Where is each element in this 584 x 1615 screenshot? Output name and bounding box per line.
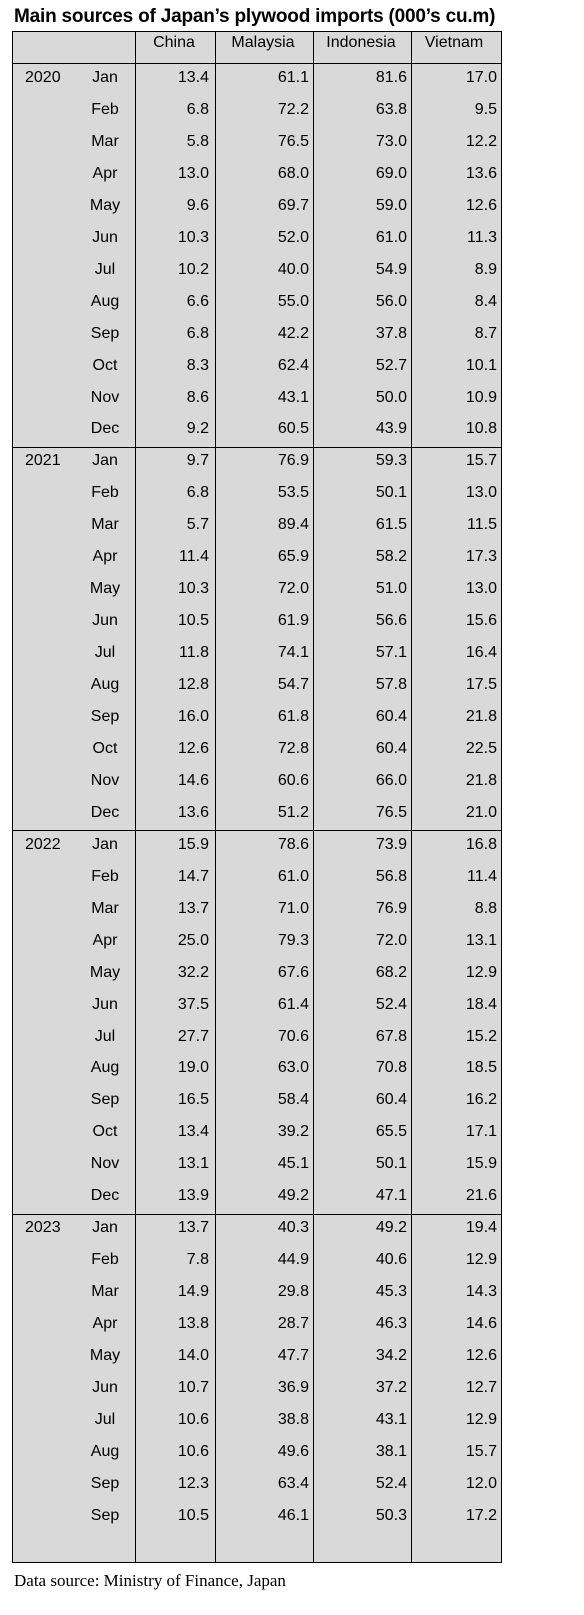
value-china: 13.6 bbox=[177, 803, 209, 821]
table-title: Main sources of Japan’s plywood imports (000’s cu.m) bbox=[14, 6, 496, 27]
value-malaysia: 53.5 bbox=[277, 484, 309, 502]
month-label: Nov bbox=[90, 1155, 120, 1173]
value-vietnam: 21.8 bbox=[465, 708, 497, 725]
value-vietnam: 22.5 bbox=[465, 739, 497, 757]
value-china: 12.8 bbox=[177, 676, 209, 694]
month-label: Apr bbox=[92, 931, 118, 949]
value-malaysia: 36.9 bbox=[277, 1378, 309, 1396]
value-indonesia: 67.8 bbox=[375, 1027, 407, 1045]
value-china: 11.8 bbox=[179, 644, 209, 662]
month-label: Oct bbox=[92, 1123, 118, 1141]
value-malaysia: 45.1 bbox=[277, 1155, 309, 1173]
value-indonesia: 47.1 bbox=[375, 1187, 407, 1205]
value-malaysia: 40.0 bbox=[277, 260, 309, 278]
value-malaysia: 49.2 bbox=[277, 1187, 309, 1205]
value-indonesia: 61.5 bbox=[375, 516, 407, 534]
value-china: 16.0 bbox=[177, 708, 209, 725]
month-label: Jan bbox=[92, 69, 118, 86]
value-malaysia: 61.0 bbox=[277, 867, 309, 885]
value-indonesia: 76.5 bbox=[375, 803, 407, 821]
value-malaysia: 60.6 bbox=[277, 771, 309, 789]
value-vietnam: 15.7 bbox=[465, 452, 497, 470]
value-vietnam: 8.9 bbox=[474, 260, 497, 278]
value-indonesia: 38.1 bbox=[375, 1442, 407, 1460]
value-vietnam: 16.2 bbox=[465, 1091, 497, 1109]
month-label: Apr bbox=[92, 164, 118, 182]
month-label: Sep bbox=[90, 1091, 120, 1109]
month-label: Mar bbox=[91, 132, 119, 150]
value-vietnam: 12.9 bbox=[465, 1410, 497, 1428]
value-malaysia: 69.7 bbox=[277, 196, 309, 214]
value-china: 7.8 bbox=[186, 1251, 209, 1269]
month-label: Jun bbox=[92, 228, 118, 246]
month-label: Jan bbox=[92, 1219, 118, 1237]
value-vietnam: 21.8 bbox=[465, 771, 497, 789]
month-label: Aug bbox=[90, 1059, 120, 1077]
value-china: 13.7 bbox=[177, 1219, 209, 1237]
value-indonesia: 50.1 bbox=[375, 1155, 407, 1173]
value-vietnam: 17.1 bbox=[465, 1123, 497, 1141]
year-divider bbox=[13, 1214, 501, 1215]
value-china: 10.5 bbox=[177, 1506, 209, 1524]
value-vietnam: 19.4 bbox=[465, 1219, 497, 1237]
value-indonesia: 59.3 bbox=[375, 452, 407, 470]
value-malaysia: 71.0 bbox=[277, 899, 309, 917]
value-indonesia: 52.4 bbox=[375, 1474, 407, 1492]
column-divider bbox=[135, 32, 136, 1562]
value-china: 6.8 bbox=[186, 100, 209, 118]
value-china: 12.6 bbox=[177, 739, 209, 757]
value-vietnam: 12.6 bbox=[465, 1347, 497, 1364]
month-label: Sep bbox=[90, 708, 120, 725]
value-malaysia: 65.9 bbox=[277, 548, 309, 566]
value-indonesia: 49.2 bbox=[375, 1219, 407, 1237]
column-header-vietnam: Vietnam bbox=[424, 34, 484, 51]
value-vietnam: 12.9 bbox=[465, 963, 497, 981]
value-malaysia: 61.4 bbox=[277, 995, 309, 1013]
value-vietnam: 10.1 bbox=[465, 356, 497, 374]
value-china: 6.8 bbox=[186, 324, 209, 342]
value-china: 13.9 bbox=[177, 1187, 209, 1205]
value-indonesia: 43.1 bbox=[375, 1410, 407, 1428]
month-label: Sep bbox=[90, 324, 120, 342]
value-malaysia: 62.4 bbox=[277, 356, 309, 374]
value-vietnam: 9.5 bbox=[474, 100, 497, 118]
value-china: 10.7 bbox=[177, 1378, 209, 1396]
value-vietnam: 8.7 bbox=[474, 324, 497, 342]
month-label: Jun bbox=[92, 1378, 118, 1396]
value-vietnam: 12.0 bbox=[465, 1474, 497, 1492]
month-label: Feb bbox=[91, 1251, 119, 1269]
imports-table bbox=[12, 31, 502, 1563]
value-malaysia: 72.8 bbox=[277, 739, 309, 757]
month-label: Sep bbox=[90, 1474, 120, 1492]
month-label: Nov bbox=[90, 771, 120, 789]
value-china: 10.2 bbox=[177, 260, 209, 278]
value-malaysia: 68.0 bbox=[277, 164, 309, 182]
value-malaysia: 42.2 bbox=[277, 324, 309, 342]
value-indonesia: 50.1 bbox=[375, 484, 407, 502]
value-vietnam: 13.0 bbox=[465, 580, 497, 598]
value-vietnam: 12.2 bbox=[465, 132, 497, 150]
value-vietnam: 18.4 bbox=[465, 995, 497, 1013]
value-china: 37.5 bbox=[177, 995, 209, 1013]
value-china: 14.7 bbox=[177, 867, 209, 885]
value-indonesia: 81.6 bbox=[375, 69, 407, 86]
value-china: 8.6 bbox=[186, 388, 209, 406]
value-china: 10.6 bbox=[177, 1410, 209, 1428]
value-china: 13.4 bbox=[177, 69, 209, 86]
value-indonesia: 69.0 bbox=[375, 164, 407, 182]
value-vietnam: 21.6 bbox=[465, 1187, 497, 1205]
month-label: Aug bbox=[90, 292, 120, 310]
value-malaysia: 72.0 bbox=[277, 580, 309, 598]
value-china: 14.6 bbox=[177, 771, 209, 789]
value-malaysia: 47.7 bbox=[277, 1347, 309, 1364]
value-indonesia: 73.9 bbox=[375, 835, 407, 853]
value-china: 19.0 bbox=[177, 1059, 209, 1077]
value-vietnam: 15.6 bbox=[465, 612, 497, 630]
value-china: 6.6 bbox=[186, 292, 209, 310]
value-malaysia: 79.3 bbox=[277, 931, 309, 949]
column-divider bbox=[411, 32, 412, 1562]
value-indonesia: 52.4 bbox=[375, 995, 407, 1013]
value-china: 32.2 bbox=[177, 963, 209, 981]
value-china: 12.3 bbox=[177, 1474, 209, 1492]
value-china: 9.7 bbox=[186, 452, 209, 470]
value-malaysia: 74.1 bbox=[277, 644, 309, 662]
column-divider bbox=[215, 32, 216, 1562]
value-indonesia: 54.9 bbox=[375, 260, 407, 278]
year-label: 2022 bbox=[25, 835, 61, 853]
value-indonesia: 76.9 bbox=[375, 899, 407, 917]
column-divider bbox=[313, 32, 314, 1562]
value-indonesia: 60.4 bbox=[375, 708, 407, 725]
value-china: 13.7 bbox=[177, 899, 209, 917]
value-malaysia: 76.5 bbox=[277, 132, 309, 150]
month-label: Jul bbox=[94, 1410, 116, 1428]
value-china: 14.0 bbox=[177, 1347, 209, 1364]
value-china: 6.8 bbox=[186, 484, 209, 502]
value-malaysia: 76.9 bbox=[277, 452, 309, 470]
value-indonesia: 56.6 bbox=[375, 612, 407, 630]
value-vietnam: 17.3 bbox=[465, 548, 497, 566]
month-label: Jan bbox=[92, 835, 118, 853]
month-label: Feb bbox=[91, 867, 119, 885]
month-label: May bbox=[89, 196, 121, 214]
value-indonesia: 51.0 bbox=[375, 580, 407, 598]
value-malaysia: 39.2 bbox=[277, 1123, 309, 1141]
value-malaysia: 44.9 bbox=[277, 1251, 309, 1269]
value-vietnam: 14.6 bbox=[465, 1315, 497, 1333]
month-label: Sep bbox=[90, 1506, 120, 1524]
value-china: 9.2 bbox=[186, 420, 209, 438]
year-divider bbox=[13, 447, 501, 448]
value-vietnam: 12.7 bbox=[465, 1378, 497, 1396]
year-label: 2020 bbox=[25, 69, 61, 86]
value-indonesia: 59.0 bbox=[375, 196, 407, 214]
month-label: Oct bbox=[92, 356, 118, 374]
value-malaysia: 61.1 bbox=[277, 69, 309, 86]
value-vietnam: 11.3 bbox=[467, 228, 497, 246]
value-indonesia: 34.2 bbox=[375, 1347, 407, 1364]
month-label: May bbox=[89, 580, 121, 598]
value-malaysia: 89.4 bbox=[277, 516, 309, 534]
month-label: Feb bbox=[91, 100, 119, 118]
value-china: 13.1 bbox=[177, 1155, 209, 1173]
value-indonesia: 43.9 bbox=[375, 420, 407, 438]
year-label: 2023 bbox=[25, 1219, 61, 1237]
value-china: 10.3 bbox=[177, 228, 209, 246]
month-label: Jul bbox=[94, 644, 116, 662]
value-china: 8.3 bbox=[186, 356, 209, 374]
value-china: 9.6 bbox=[186, 196, 209, 214]
value-malaysia: 49.6 bbox=[277, 1442, 309, 1460]
value-vietnam: 10.8 bbox=[465, 420, 497, 438]
value-china: 10.6 bbox=[177, 1442, 209, 1460]
month-label: Oct bbox=[92, 739, 118, 757]
value-indonesia: 37.2 bbox=[375, 1378, 407, 1396]
month-label: Mar bbox=[91, 516, 119, 534]
value-indonesia: 66.0 bbox=[375, 771, 407, 789]
header-divider bbox=[13, 63, 501, 64]
value-indonesia: 56.0 bbox=[375, 292, 407, 310]
value-china: 13.0 bbox=[177, 164, 209, 182]
year-label: 2021 bbox=[25, 452, 61, 470]
month-label: Jul bbox=[94, 1027, 116, 1045]
value-vietnam: 17.5 bbox=[465, 676, 497, 694]
month-label: Mar bbox=[91, 899, 119, 917]
value-malaysia: 63.4 bbox=[277, 1474, 309, 1492]
month-label: Mar bbox=[91, 1283, 119, 1301]
value-vietnam: 10.9 bbox=[465, 388, 497, 406]
value-china: 5.7 bbox=[186, 516, 209, 534]
value-indonesia: 61.0 bbox=[375, 228, 407, 246]
value-indonesia: 65.5 bbox=[375, 1123, 407, 1141]
month-label: Apr bbox=[92, 1315, 118, 1333]
value-indonesia: 46.3 bbox=[375, 1315, 407, 1333]
value-vietnam: 21.0 bbox=[465, 803, 497, 821]
value-vietnam: 12.6 bbox=[465, 196, 497, 214]
value-indonesia: 50.0 bbox=[375, 388, 407, 406]
value-indonesia: 73.0 bbox=[375, 132, 407, 150]
value-malaysia: 60.5 bbox=[277, 420, 309, 438]
value-indonesia: 56.8 bbox=[375, 867, 407, 885]
value-vietnam: 14.3 bbox=[465, 1283, 497, 1301]
column-header-china: China bbox=[153, 34, 195, 51]
value-vietnam: 13.0 bbox=[465, 484, 497, 502]
month-label: May bbox=[89, 1347, 121, 1364]
month-label: Jun bbox=[92, 995, 118, 1013]
value-china: 11.4 bbox=[179, 548, 209, 566]
value-china: 15.9 bbox=[177, 835, 209, 853]
column-header-indonesia: Indonesia bbox=[326, 34, 396, 51]
value-vietnam: 15.2 bbox=[465, 1027, 497, 1045]
value-malaysia: 78.6 bbox=[277, 835, 309, 853]
value-vietnam: 8.8 bbox=[474, 899, 497, 917]
value-vietnam: 15.7 bbox=[465, 1442, 497, 1460]
value-vietnam: 11.4 bbox=[467, 867, 497, 885]
value-china: 16.5 bbox=[177, 1091, 209, 1109]
value-indonesia: 60.4 bbox=[375, 1091, 407, 1109]
month-label: Dec bbox=[90, 803, 120, 821]
value-indonesia: 40.6 bbox=[375, 1251, 407, 1269]
value-malaysia: 55.0 bbox=[277, 292, 309, 310]
data-source-note: Data source: Ministry of Finance, Japan bbox=[14, 1571, 286, 1590]
value-malaysia: 51.2 bbox=[277, 803, 309, 821]
value-malaysia: 61.9 bbox=[277, 612, 309, 630]
month-label: Aug bbox=[90, 1442, 120, 1460]
value-vietnam: 12.9 bbox=[465, 1251, 497, 1269]
month-label: Apr bbox=[92, 548, 118, 566]
month-label: Nov bbox=[90, 388, 120, 406]
month-label: Feb bbox=[91, 484, 119, 502]
value-vietnam: 13.1 bbox=[465, 931, 497, 949]
value-malaysia: 43.1 bbox=[277, 388, 309, 406]
value-vietnam: 8.4 bbox=[474, 292, 497, 310]
value-indonesia: 57.1 bbox=[375, 644, 407, 662]
value-china: 5.8 bbox=[186, 132, 209, 150]
value-indonesia: 50.3 bbox=[375, 1506, 407, 1524]
value-malaysia: 46.1 bbox=[277, 1506, 309, 1524]
value-indonesia: 52.7 bbox=[375, 356, 407, 374]
value-malaysia: 28.7 bbox=[277, 1315, 309, 1333]
value-vietnam: 16.4 bbox=[465, 644, 497, 662]
month-label: Jun bbox=[92, 612, 118, 630]
value-indonesia: 70.8 bbox=[375, 1059, 407, 1077]
value-indonesia: 37.8 bbox=[375, 324, 407, 342]
value-indonesia: 68.2 bbox=[375, 963, 407, 981]
value-malaysia: 40.3 bbox=[277, 1219, 309, 1237]
value-china: 25.0 bbox=[177, 931, 209, 949]
value-vietnam: 18.5 bbox=[465, 1059, 497, 1077]
month-label: Dec bbox=[90, 1187, 120, 1205]
value-china: 13.8 bbox=[177, 1315, 209, 1333]
value-indonesia: 58.2 bbox=[375, 548, 407, 566]
value-indonesia: 45.3 bbox=[375, 1283, 407, 1301]
value-malaysia: 72.2 bbox=[277, 100, 309, 118]
value-vietnam: 13.6 bbox=[465, 164, 497, 182]
value-china: 10.3 bbox=[177, 580, 209, 598]
value-malaysia: 38.8 bbox=[277, 1410, 309, 1428]
value-malaysia: 29.8 bbox=[277, 1283, 309, 1301]
column-header-malaysia: Malaysia bbox=[231, 34, 295, 51]
value-china: 27.7 bbox=[177, 1027, 209, 1045]
month-label: Aug bbox=[90, 676, 120, 694]
value-china: 13.4 bbox=[177, 1123, 209, 1141]
month-label: Jul bbox=[94, 260, 116, 278]
value-vietnam: 17.2 bbox=[465, 1506, 497, 1524]
value-indonesia: 72.0 bbox=[375, 931, 407, 949]
value-malaysia: 63.0 bbox=[277, 1059, 309, 1077]
value-malaysia: 61.8 bbox=[277, 708, 309, 725]
value-malaysia: 54.7 bbox=[277, 676, 309, 694]
value-vietnam: 15.9 bbox=[465, 1155, 497, 1173]
value-vietnam: 16.8 bbox=[465, 835, 497, 853]
value-vietnam: 17.0 bbox=[465, 69, 497, 86]
year-divider bbox=[13, 830, 501, 831]
value-vietnam: 11.5 bbox=[467, 516, 497, 534]
value-indonesia: 57.8 bbox=[375, 676, 407, 694]
month-label: May bbox=[89, 963, 121, 981]
value-malaysia: 52.0 bbox=[277, 228, 309, 246]
value-indonesia: 60.4 bbox=[375, 739, 407, 757]
month-label: Jan bbox=[92, 452, 118, 470]
value-malaysia: 58.4 bbox=[277, 1091, 309, 1109]
value-malaysia: 67.6 bbox=[277, 963, 309, 981]
value-china: 14.9 bbox=[177, 1283, 209, 1301]
value-china: 10.5 bbox=[177, 612, 209, 630]
month-label: Dec bbox=[90, 420, 120, 438]
value-indonesia: 63.8 bbox=[375, 100, 407, 118]
value-malaysia: 70.6 bbox=[277, 1027, 309, 1045]
